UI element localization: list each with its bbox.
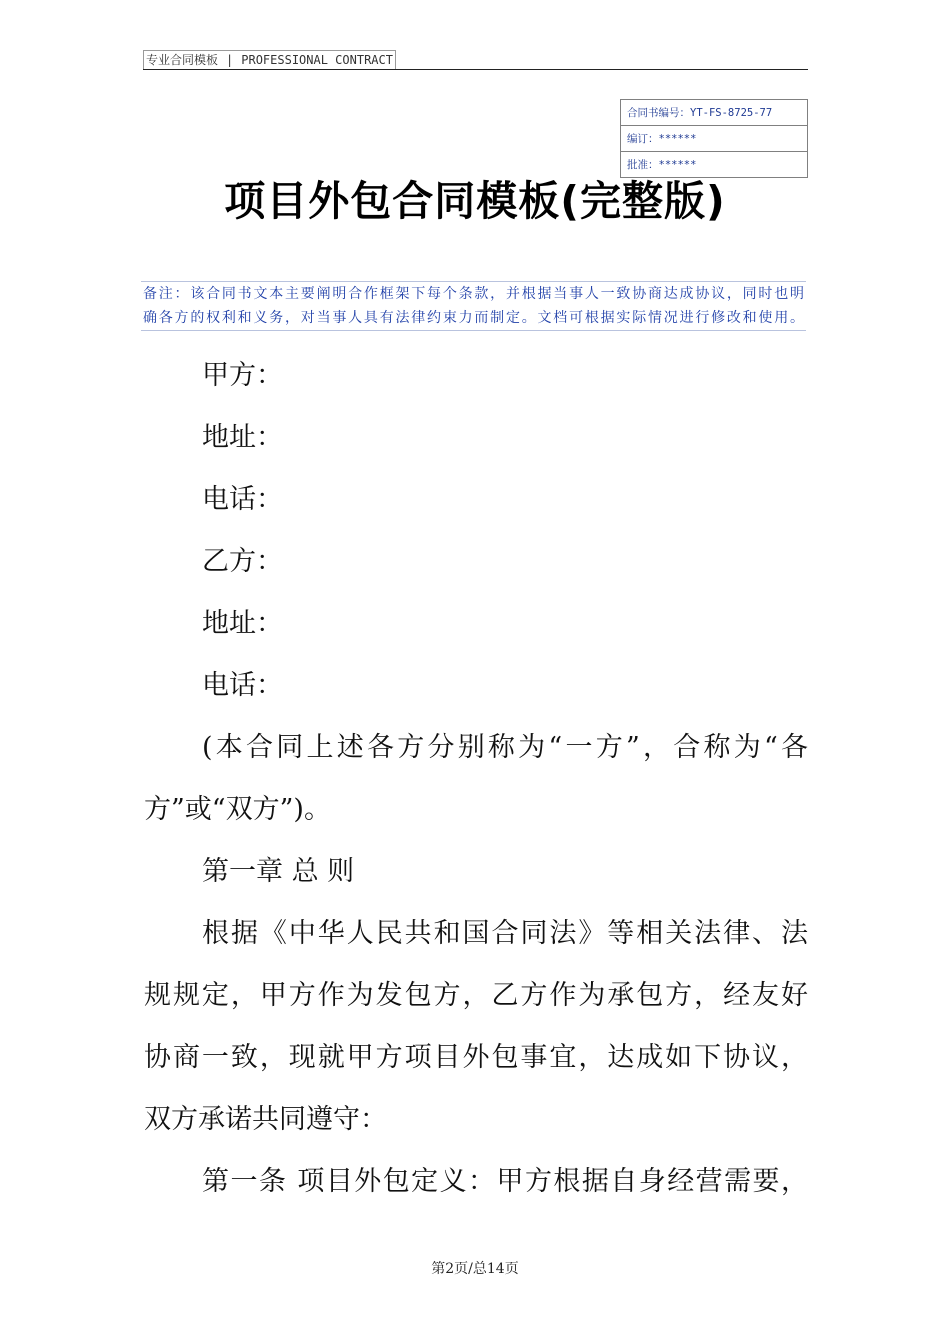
general-paragraph-line-2: 规规定，甲方作为发包方，乙方作为承包方，经友好	[144, 980, 808, 1011]
general-paragraph-line-1: 根据《中华人民共和国合同法》等相关法律、法	[202, 918, 808, 949]
approver-field: 批准：******	[627, 159, 697, 171]
party-a-phone-label: 电话：	[202, 484, 283, 515]
document-title: 项目外包合同模板(完整版)	[224, 177, 726, 225]
article-1-line: 第一条 项目外包定义：甲方根据自身经营需要，	[202, 1166, 808, 1197]
header-tag	[143, 50, 396, 70]
note-line-2: 确各方的权利和义务，对当事人具有法律约束力而制定。文档可根据实际情况进行修改和使用。	[143, 310, 804, 326]
parties-paragraph-line-2: 方”或“双方”)。	[144, 794, 331, 825]
header-rule	[143, 69, 808, 70]
header-right-text: PROFESSIONAL CONTRACT	[241, 53, 393, 67]
party-b-address-label: 地址：	[202, 608, 283, 639]
document-body	[144, 345, 808, 1213]
contract-number: 合同书编号：YT-FS-8725-77	[621, 100, 807, 126]
note-block	[141, 281, 806, 331]
note-line-1: 备注：该合同书文本主要阐明合作框架下每个条款，并根据当事人一致协商达成协议，同时也明	[143, 286, 804, 302]
page-number: 第2页/总14页	[431, 1261, 519, 1277]
party-a-address-label: 地址：	[202, 422, 283, 453]
editor-field: 编订：******	[621, 126, 807, 152]
general-paragraph-line-4: 双方承诺共同遵守：	[144, 1104, 387, 1135]
header-separator: |	[226, 53, 234, 67]
party-a-label: 甲方：	[202, 360, 283, 391]
contract-info-box	[620, 99, 808, 178]
chapter-heading: 第一章 总 则	[202, 856, 355, 887]
general-paragraph-line-3: 协商一致，现就甲方项目外包事宜，达成如下协议，	[144, 1042, 808, 1073]
parties-paragraph-line-1: (本合同上述各方分别称为“一方”，合称为“各	[202, 732, 808, 763]
header-left-text: 专业合同模板	[146, 53, 219, 67]
party-b-phone-label: 电话：	[202, 670, 283, 701]
party-b-label: 乙方：	[202, 546, 283, 577]
